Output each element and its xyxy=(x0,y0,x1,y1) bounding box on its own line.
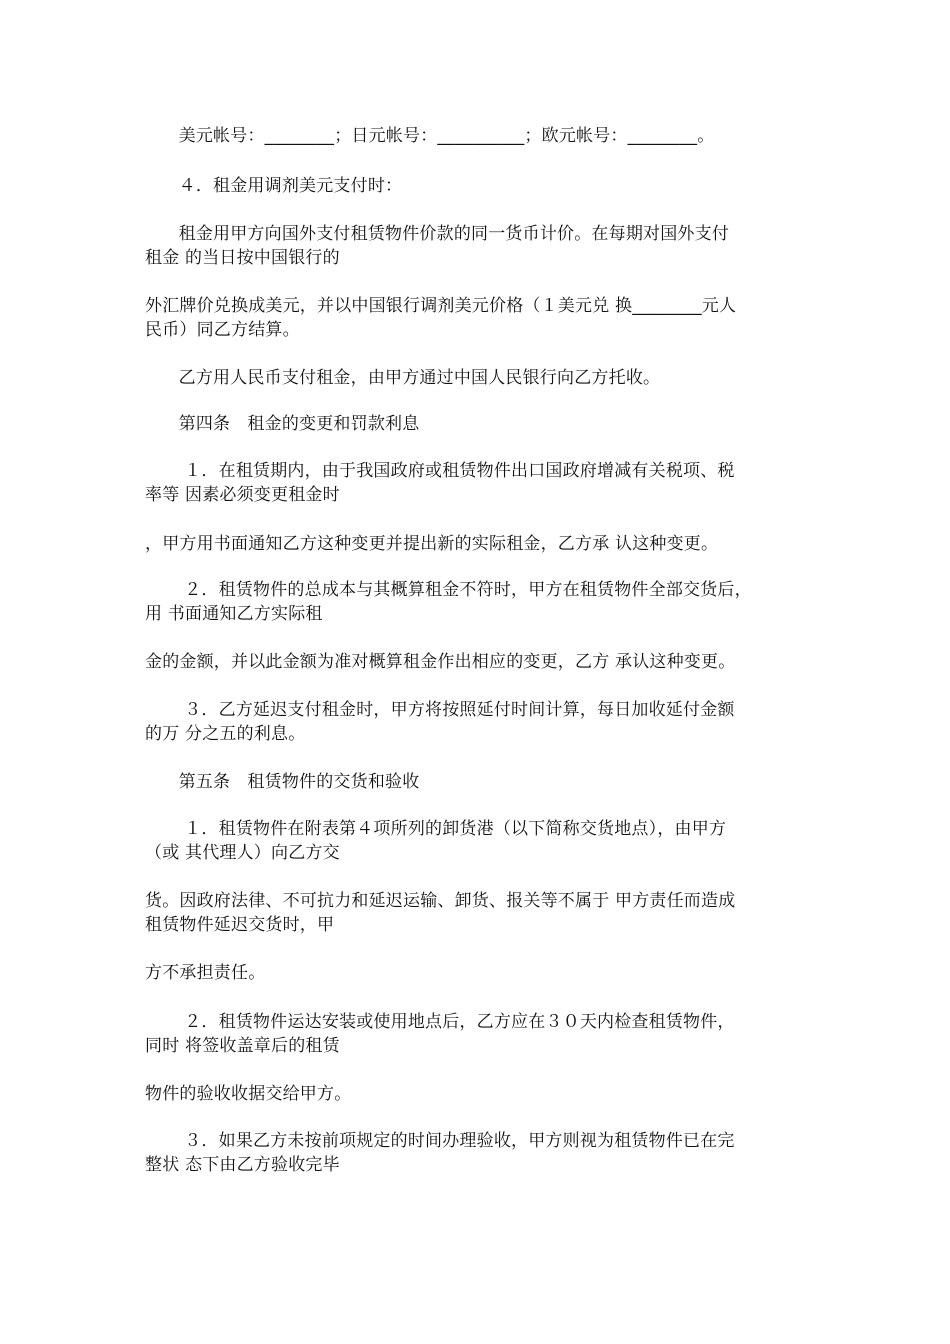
paragraph-line: 美元帐号：________；日元帐号：__________；欧元帐号：________。 xyxy=(145,126,715,146)
paragraph-line: 物件的验收收据交给甲方。 xyxy=(145,1084,352,1104)
paragraph-line: （或 其代理人）向乙方交 xyxy=(145,843,340,863)
paragraph-line: １．租赁物件在附表第４项所列的卸货港（以下简称交货地点），由甲方 xyxy=(145,819,727,839)
paragraph-line: 租金 的当日按中国银行的 xyxy=(145,248,340,268)
paragraph-line: ２．租赁物件运达安装或使用地点后，乙方应在３０天内检查租赁物件， xyxy=(145,1012,735,1032)
paragraph-line: 的万 分之五的利息。 xyxy=(145,724,306,744)
paragraph-line: ３．乙方延迟支付租金时，甲方将按照延付时间计算，每日加收延付金额 xyxy=(145,700,735,720)
paragraph-line: 率等 因素必须变更租金时 xyxy=(145,485,340,505)
paragraph-line: 乙方用人民币支付租金，由甲方通过中国人民银行向乙方托收。 xyxy=(145,368,661,388)
paragraph-line: ，甲方用书面通知乙方这种变更并提出新的实际租金，乙方承 认这种变更。 xyxy=(145,534,719,554)
paragraph-line: ２．租赁物件的总成本与其概算租金不符时，甲方在租赁物件全部交货后， xyxy=(145,580,752,600)
paragraph-line: 租金用甲方向国外支付租赁物件价款的同一货币计价。在每期对国外支付 xyxy=(145,224,730,244)
paragraph-line: ３．如果乙方未按前项规定的时间办理验收，甲方则视为租赁物件已在完 xyxy=(145,1131,735,1151)
paragraph-line: １．在租赁期内，由于我国政府或租赁物件出口国政府增减有关税项、税 xyxy=(145,461,735,481)
paragraph-line: 方不承担责任。 xyxy=(145,963,266,983)
paragraph-line: 金的金额，并以此金额为准对概算租金作出相应的变更，乙方 承认这种变更。 xyxy=(145,652,736,672)
paragraph-line: 用 书面通知乙方实际租 xyxy=(145,604,323,624)
section-heading: 第五条 租赁物件的交货和验收 xyxy=(145,772,420,792)
paragraph-line: 同时 将签收盖章后的租赁 xyxy=(145,1036,340,1056)
paragraph-line: 民币）同乙方结算。 xyxy=(145,320,300,340)
paragraph-line: 外汇牌价兑换成美元，并以中国银行调剂美元价格（１美元兑 换________元人 xyxy=(145,296,737,316)
paragraph-line: 货。因政府法律、不可抗力和延迟运输、卸货、报关等不属于 甲方责任而造成 xyxy=(145,891,736,911)
paragraph-line: 整状 态下由乙方验收完毕 xyxy=(145,1155,340,1175)
paragraph-line: ４．租金用调剂美元支付时： xyxy=(145,176,403,196)
section-heading: 第四条 租金的变更和罚款利息 xyxy=(145,414,420,434)
paragraph-line: 租赁物件延迟交货时，甲 xyxy=(145,915,335,935)
